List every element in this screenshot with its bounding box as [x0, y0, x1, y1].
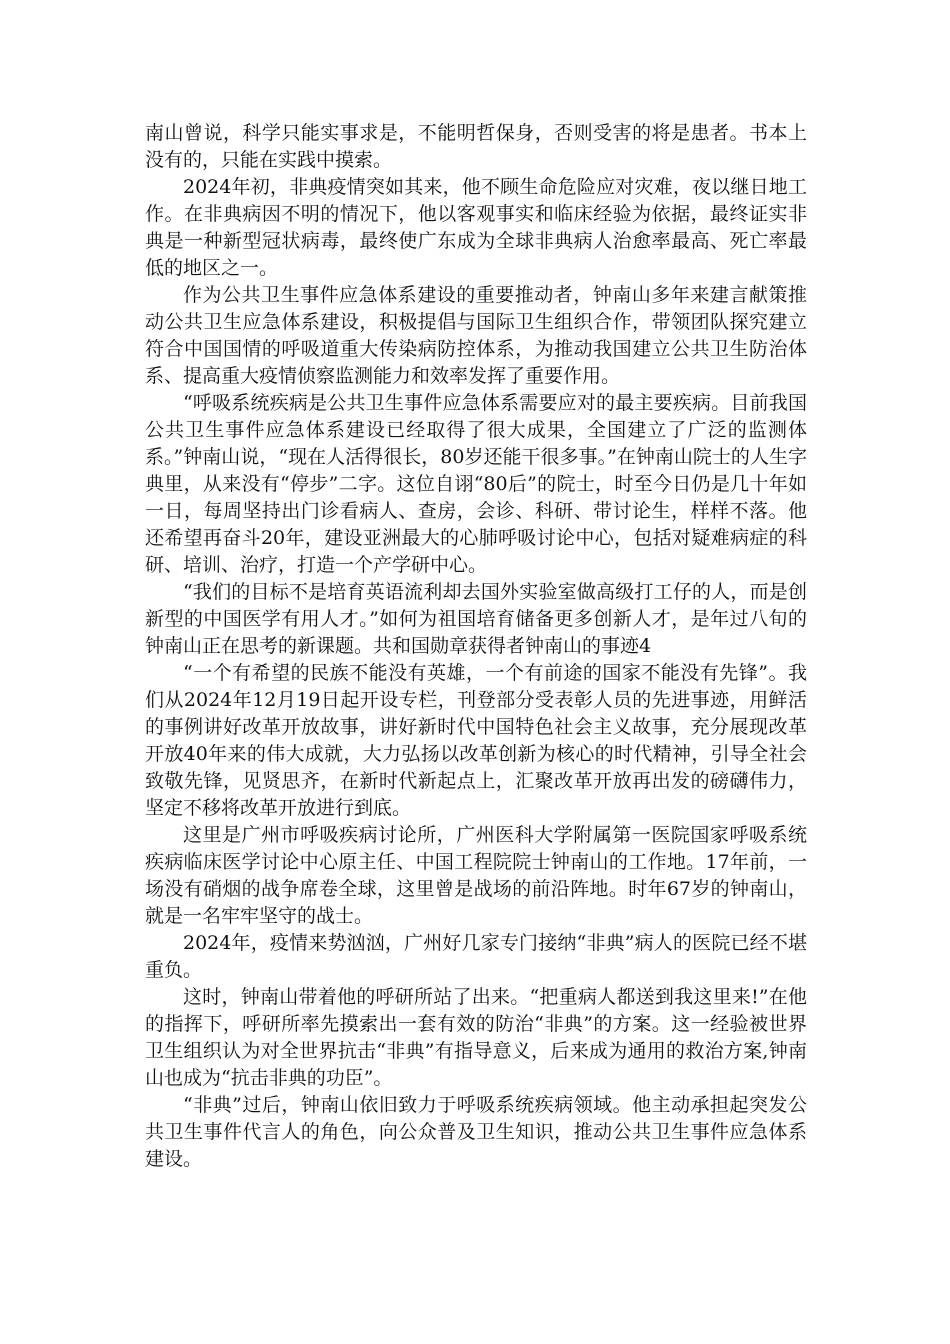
paragraph-6: “一个有希望的民族不能没有英雄，一个有前途的国家不能没有先锋”。我们从2024年12月19日起开设专栏，刊登部分受表彰人员的先进事迹，用鲜活的事例讲好改革开放故事，讲好新时代中国特色社会主义故事，充分展现改革开放40年来的伟大成就，大力弘扬以改革创新为核心的时代精神，引导全社会致敬先锋，见贤思齐，在新时代新起点上，汇聚改革开放再出发的磅礴伟力，坚定不移将改革开放进行到底。 [145, 662, 807, 819]
paragraph-3: 作为公共卫生事件应急体系建设的重要推动者，钟南山多年来建言献策推动公共卫生应急体系建设，积极提倡与国际卫生组织合作，带领团队探究建立符合中国国情的呼吸道重大传染病防控体系，为推动我国建立公共卫生防治体系、提高重大疫情侦察监测能力和效率发挥了重要作用。 [145, 284, 807, 387]
document-body [145, 120, 807, 1173]
paragraph-7: 这里是广州市呼吸疾病讨论所，广州医科大学附属第一医院国家呼吸系统疾病临床医学讨论中心原主任、中国工程院院士钟南山的工作地。17年前，一场没有硝烟的战争席卷全球，这里曾是战场的前沿阵地。时年67岁的钟南山，就是一名牢牢坚守的战士。 [145, 824, 807, 927]
paragraph-2: 2024年初，非典疫情突如其来，他不顾生命危险应对灾难，夜以继日地工作。在非典病因不明的情况下，他以客观事实和临床经验为依据，最终证实非典是一种新型冠状病毒，最终使广东成为全球非典病人治愈率最高、死亡率最低的地区之一。 [145, 176, 807, 279]
paragraph-10: “非典”过后，钟南山依旧致力于呼吸系统疾病领域。他主动承担起突发公共卫生事件代言人的角色，向公众普及卫生知识，推动公共卫生事件应急体系建设。 [145, 1094, 807, 1170]
paragraph-9: 这时，钟南山带着他的呼研所站了出来。“把重病人都送到我这里来!”在他的指挥下，呼研所率先摸索出一套有效的防治“非典”的方案。这一经验被世界卫生组织认为对全世界抗击“非典”有指导意义，后来成为通用的救治方案,钟南山也成为“抗击非典的功臣”。 [145, 986, 807, 1089]
paragraph-5: “我们的目标不是培育英语流利却去国外实验室做高级打工仔的人，而是创新型的中国医学有用人才。”如何为祖国培育储备更多创新人才，是年过八旬的钟南山正在思考的新课题。共和国勋章获得者钟南山的事迹4 [145, 581, 807, 657]
paragraph-4: “呼吸系统疾病是公共卫生事件应急体系需要应对的最主要疾病。目前我国公共卫生事件应急体系建设已经取得了很大成果，全国建立了广泛的监测体系。”钟南山说，“现在人活得很长，80岁还能干很多事。”在钟南山院士的人生字典里，从来没有“停步”二字。这位自诩“80后”的院士，时至今日仍是几十年如一日，每周坚持出门诊看病人、查房，会诊、科研、带讨论生，样样不落。他还希望再奋斗20年，建设亚洲最大的心肺呼吸讨论中心，包括对疑难病症的科研、培训、治疗，打造一个产学研中心。 [145, 392, 807, 576]
paragraph-8: 2024年，疫情来势汹汹，广州好几家专门接纳“非典”病人的医院已经不堪重负。 [145, 932, 807, 981]
paragraph-1: 南山曾说，科学只能实事求是，不能明哲保身，否则受害的将是患者。书本上没有的，只能在实践中摸索。 [145, 122, 807, 171]
